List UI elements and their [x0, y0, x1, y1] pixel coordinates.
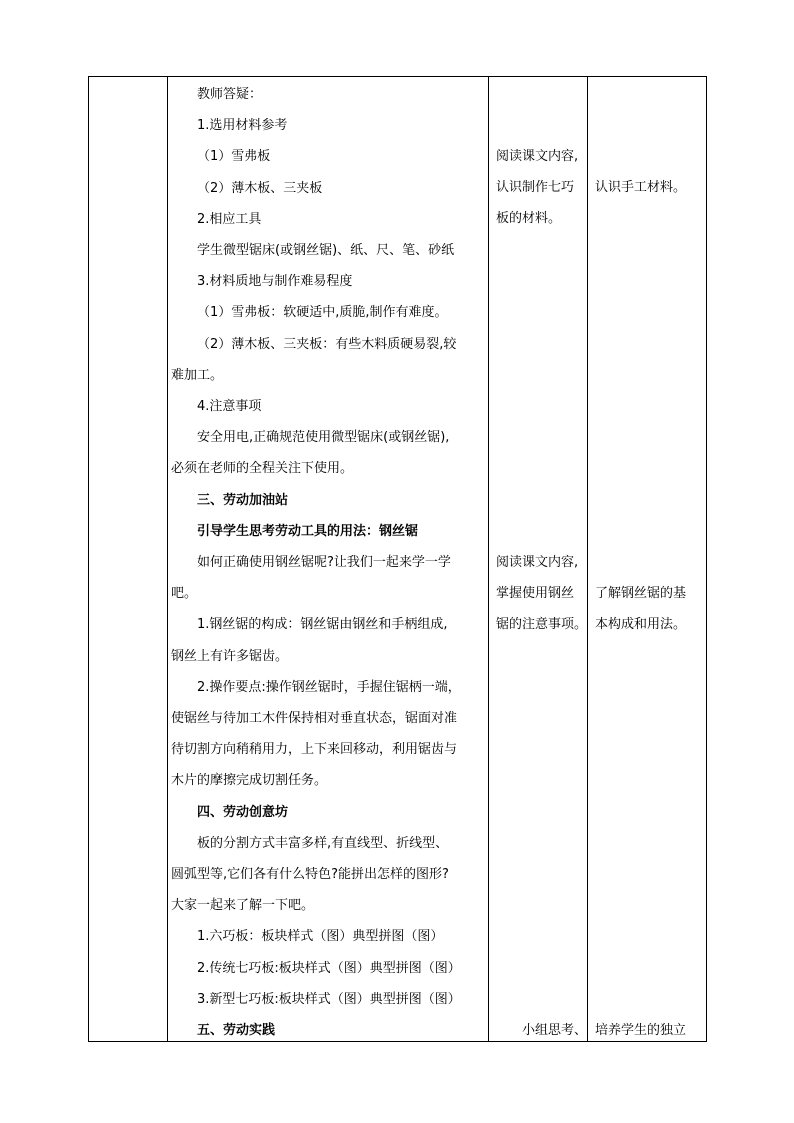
intent-text: 认识手工材料。	[595, 180, 687, 195]
body-text-line: 1.选用材料参考	[197, 118, 288, 134]
intent-text: 了解钢丝锯的基	[595, 586, 687, 601]
student-activity-column	[490, 77, 587, 1041]
activity-text: 阅读课文内容,	[496, 149, 579, 164]
body-text-line: 教师答疑：	[197, 87, 263, 102]
body-text-line: 使锯丝与待加工木件保持相对垂直状态，锯面对准	[171, 711, 458, 726]
body-text-line: 木片的摩擦完成切割任务。	[171, 773, 328, 789]
body-text-line: 学生微型锯床(或钢丝锯)、纸、尺、笔、砂纸	[197, 243, 455, 258]
lesson-plan-table	[88, 76, 707, 1042]
body-text-line: 安全用电,正确规范使用微型锯床(或钢丝锯),	[197, 430, 450, 446]
activity-text: 锯的注意事项。	[496, 617, 588, 633]
body-text-line: 4.注意事项	[197, 399, 262, 414]
activity-text: 阅读课文内容,	[496, 555, 579, 570]
section-heading: 三、劳动加油站	[197, 492, 289, 508]
body-text-line: 大家一起来了解一下吧。	[171, 898, 315, 914]
body-text-line: 难加工。	[171, 367, 224, 383]
activity-text: 掌握使用钢丝	[496, 586, 575, 602]
activity-text: 认识制作七巧	[496, 180, 575, 196]
intent-text: 培养学生的独立	[595, 1023, 687, 1038]
body-text-line: （1）雪弗板：软硬适中,质脆,制作有难度。	[197, 305, 448, 321]
body-text-line: 板的分割方式丰富多样,有直线型、折线型、	[197, 835, 449, 851]
column-divider-2	[488, 77, 489, 1041]
design-intent-column	[589, 77, 706, 1041]
body-text-line: 钢丝上有许多锯齿。	[171, 648, 289, 664]
body-text-line: 如何正确使用钢丝锯呢?让我们一起来学一学	[197, 555, 451, 570]
intent-text: 本构成和用法。	[595, 617, 687, 633]
column-divider-3	[587, 77, 588, 1041]
body-text-line: （2）薄木板、三夹板：有些木料质硬易裂,较	[197, 336, 457, 352]
body-text-line: 3.材料质地与制作难易程度	[197, 274, 353, 290]
body-text-line: 3.新型七巧板:板块样式（图）典型拼图（图）	[197, 991, 461, 1007]
body-text-line: 1.钢丝锯的构成：钢丝锯由钢丝和手柄组成,	[197, 617, 448, 633]
body-text-line: 吧。	[171, 586, 198, 602]
body-text-line: （2）薄木板、三夹板	[197, 180, 323, 196]
body-text-line: 1.六巧板：板块样式（图）典型拼图（图）	[197, 929, 444, 945]
body-text-line: 圆弧型等,它们各有什么特色?能拼出怎样的图形?	[171, 867, 449, 882]
section-heading: 四、劳动创意坊	[197, 804, 289, 820]
body-text-line: 2.相应工具	[197, 211, 262, 227]
teaching-process-column	[168, 77, 488, 1041]
body-text-line: 必须在老师的全程关注下使用。	[171, 461, 354, 477]
section-heading: 五、劳动实践	[197, 1023, 276, 1038]
body-text-line: 2.传统七巧板:板块样式（图）典型拼图（图）	[197, 960, 461, 976]
activity-text: 板的材料。	[496, 211, 562, 227]
body-text-line: （1）雪弗板	[197, 149, 271, 165]
section-heading: 引导学生思考劳动工具的用法：钢丝锯	[197, 523, 419, 539]
body-text-line: 2.操作要点:操作钢丝锯时，手握住锯柄一端，	[197, 679, 461, 695]
body-text-line: 待切割方向稍稍用力，上下来回移动，利用锯齿与	[171, 742, 458, 758]
activity-text: 小组思考、	[521, 1023, 587, 1038]
